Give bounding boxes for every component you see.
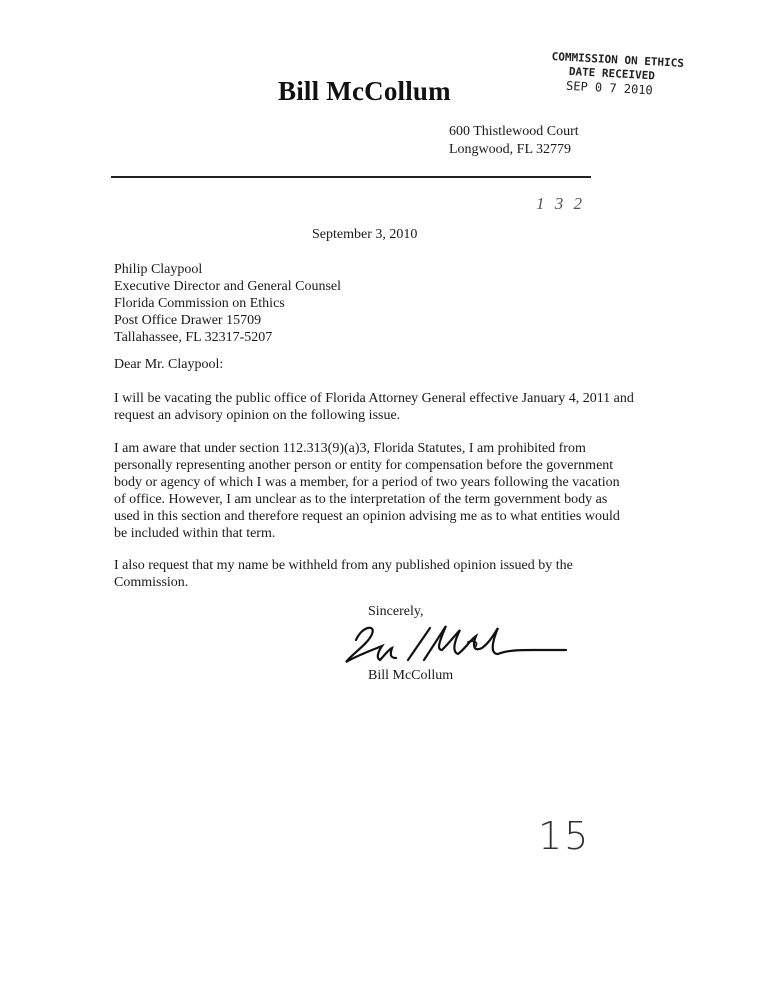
recipient-organization: Florida Commission on Ethics bbox=[114, 296, 285, 311]
signer-name: Bill McCollum bbox=[368, 668, 454, 683]
handwritten-mark: 1 3 2 bbox=[536, 194, 585, 213]
paragraph-3: I also request that my name be withheld from any published opinion issued by the Commission. bbox=[114, 558, 573, 590]
stamp-line-1: COMMISSION ON ETHICS bbox=[551, 50, 685, 70]
address-line-2: Longwood, FL 32779 bbox=[449, 142, 571, 157]
sender-address bbox=[449, 123, 579, 159]
recipient-block bbox=[114, 261, 341, 346]
received-stamp bbox=[550, 50, 684, 99]
paragraph-2: I am aware that under section 112.313(9)(a)3, Florida Statutes, I am prohibited from personally representing another person or entity for compensation before the government body or agency of which I was a member, for a period of two years following the vacation of office. However, I am unclear as to the interpretation of the term government body as used in this section and therefore request an opinion advising me as to what entities would be included within that term. bbox=[114, 441, 620, 541]
letterhead-name: Bill McCollum bbox=[278, 76, 451, 106]
signature bbox=[342, 620, 574, 666]
recipient-title: Executive Director and General Counsel bbox=[114, 279, 342, 294]
recipient-name: Philip Claypool bbox=[114, 262, 203, 277]
recipient-city: Tallahassee, FL 32317-5207 bbox=[114, 330, 273, 345]
stamp-line-3: SEP 0 7 2010 bbox=[565, 78, 654, 98]
address-line-1: 600 Thistlewood Court bbox=[449, 124, 579, 139]
page-number: 15 bbox=[538, 814, 591, 858]
letter-date: September 3, 2010 bbox=[312, 227, 418, 242]
salutation: Dear Mr. Claypool: bbox=[114, 357, 224, 372]
letterhead-divider bbox=[111, 176, 591, 178]
stamp-line-2: DATE RECEIVED bbox=[568, 64, 656, 83]
closing: Sincerely, bbox=[368, 604, 424, 619]
recipient-po-box: Post Office Drawer 15709 bbox=[114, 313, 262, 328]
paragraph-1: I will be vacating the public office of Florida Attorney General effective January 4, 2011 and request an advisory opinion on the following issue. bbox=[114, 391, 634, 423]
